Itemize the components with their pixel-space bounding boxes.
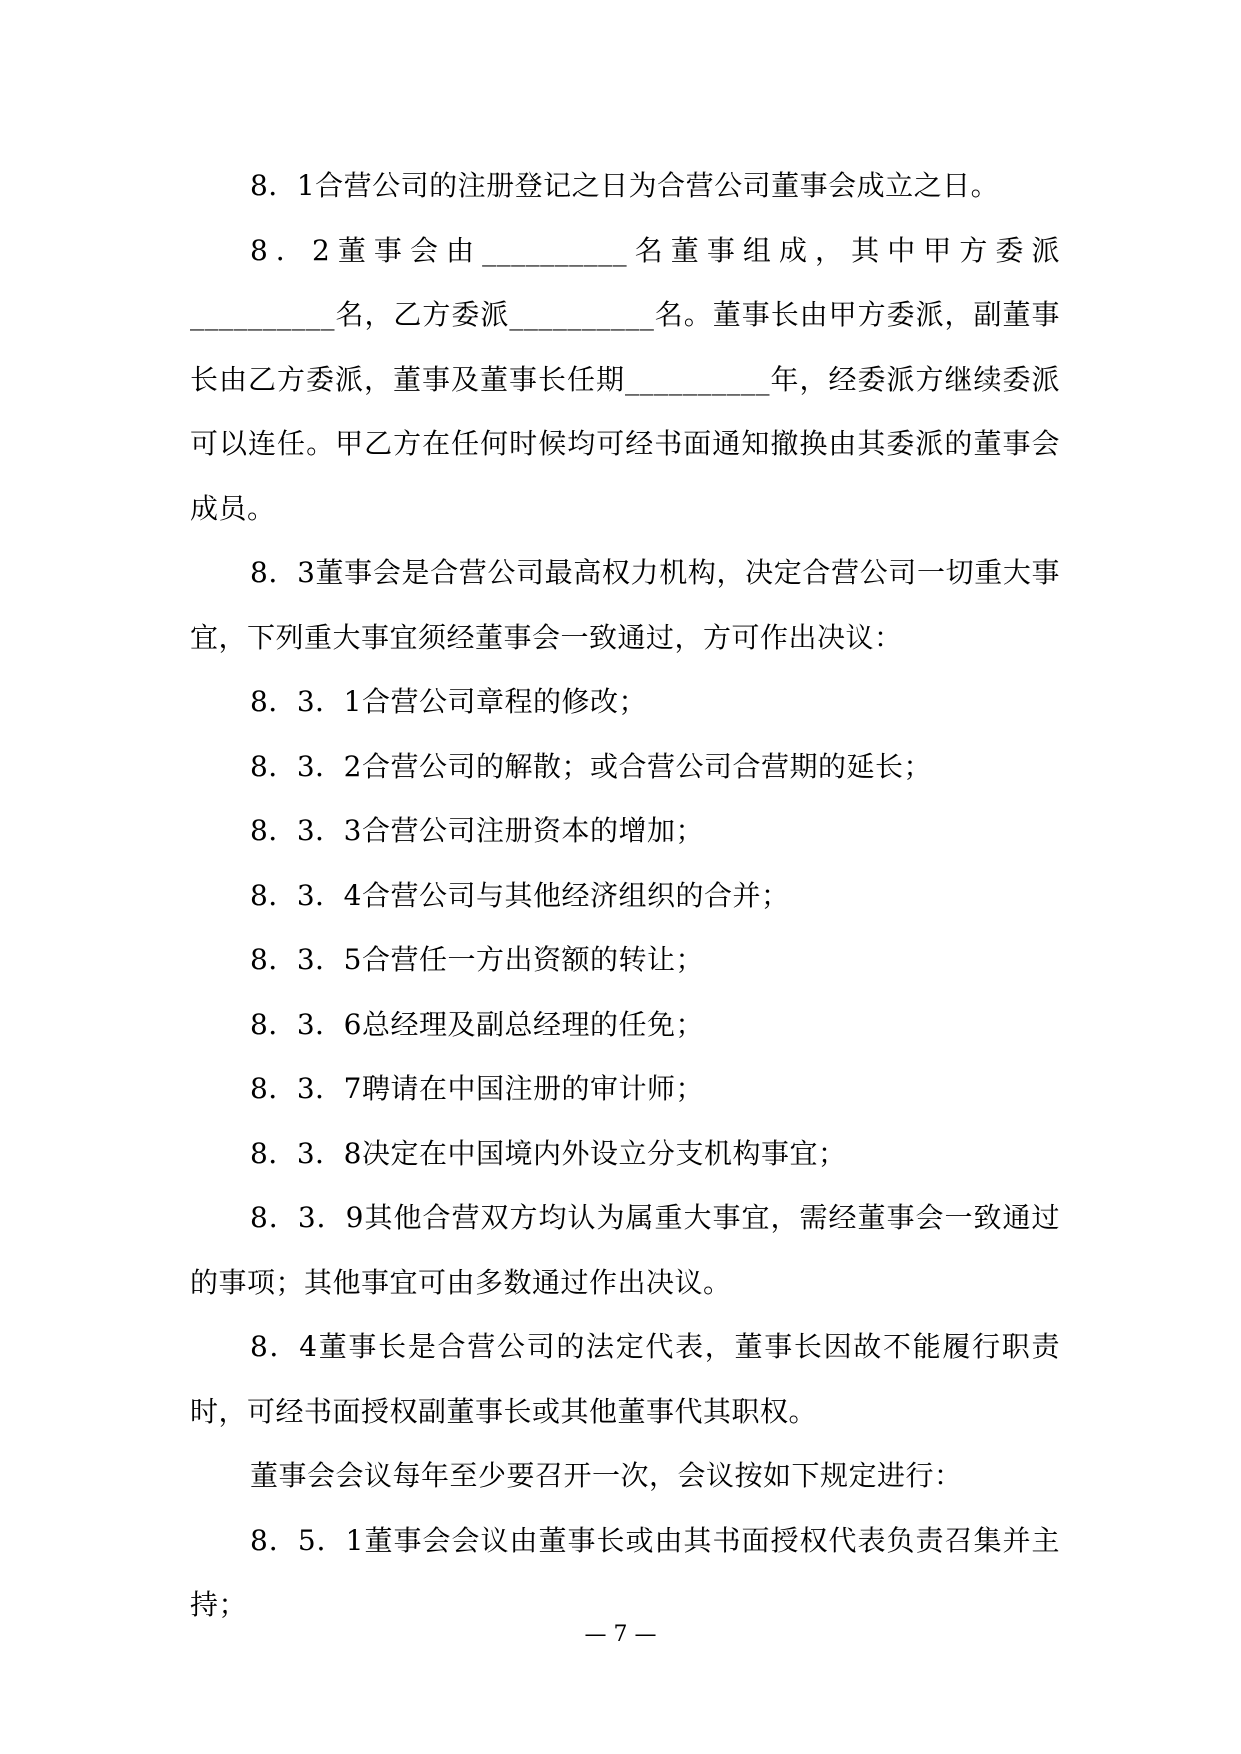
page-number: — 7 — (584, 1622, 657, 1647)
paragraph-8-3-5: 8．3．5合营任一方出资额的转让； (250, 943, 704, 976)
paragraph-8-3-4: 8．3．4合营公司与其他经济组织的合并； (250, 878, 790, 912)
paragraph-8-3-3: 8．3．3合营公司注册资本的增加； (250, 814, 704, 847)
paragraph-8-2: 8．2董事会由__________名董事组成，其中甲方委派__________名，乙方委派__________名。董事长由甲方委派，副董事长由乙方委派，董事及董事长任期__________年，经委派方继续委派可以连任。甲乙方在任何时候均可经书面通知撤换由其委派的董事会成员。 (190, 233, 1060, 525)
paragraph-8-3-6: 8．3．6总经理及副总经理的任免； (250, 1007, 704, 1041)
paragraph-8-4: 8．4董事长是合营公司的法定代表，董事长因故不能履行职责时，可经书面授权副董事长或其他董事代其职权。 (190, 1330, 1060, 1428)
paragraph-8-3-1: 8．3．1合营公司章程的修改； (250, 685, 647, 718)
paragraph-8-3-7: 8．3．7聘请在中国注册的审计师； (250, 1072, 704, 1105)
paragraph-meeting-rules: 董事会会议每年至少要召开一次，会议按如下规定进行： (250, 1459, 963, 1492)
paragraph-8-3-8: 8．3．8决定在中国境内外设立分支机构事宜； (250, 1136, 847, 1170)
paragraph-8-3: 8．3董事会是合营公司最高权力机构，决定合营公司一切重大事宜，下列重大事宜须经董事会一致通过，方可作出决议： (190, 556, 1060, 654)
paragraph-8-5-1: 8．5．1董事会会议由董事长或由其书面授权代表负责召集并主持； (190, 1523, 1060, 1621)
paragraph-8-1: 8．1合营公司的注册登记之日为合营公司董事会成立之日。 (250, 169, 1000, 202)
paragraph-8-3-2: 8．3．2合营公司的解散；或合营公司合营期的延长； (250, 749, 932, 783)
document-body (190, 154, 1060, 1638)
paragraph-8-3-9: 8．3．9其他合营双方均认为属重大事宜，需经董事会一致通过的事项；其他事宜可由多数通过作出决议。 (190, 1201, 1060, 1299)
